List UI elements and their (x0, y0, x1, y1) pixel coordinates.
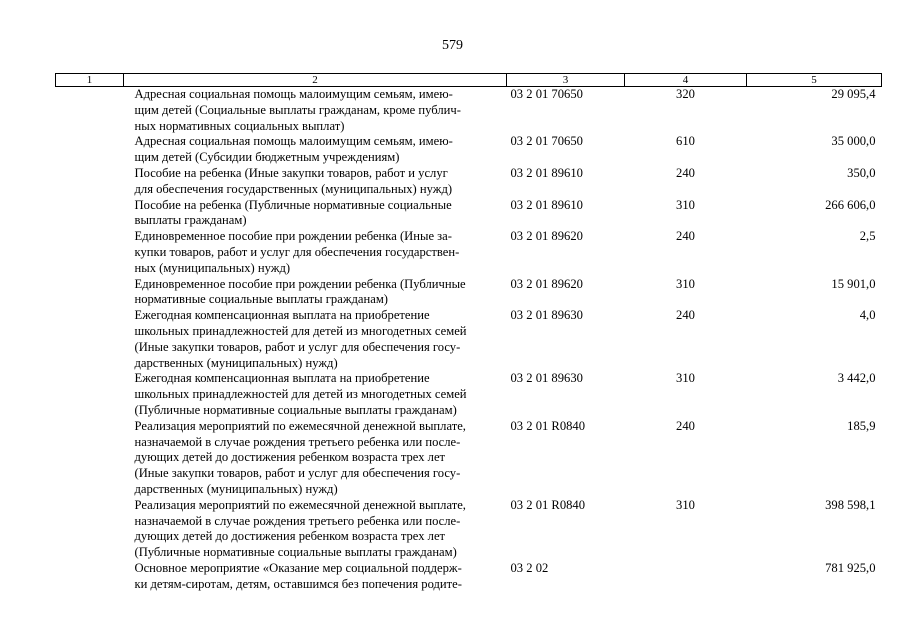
description-line: Пособие на ребенка (Публичные нормативные социальные (134, 197, 452, 212)
column-header-1: 1 (56, 74, 124, 87)
row-empty-cell (56, 277, 124, 309)
row-code: 03 2 01 89620 (510, 276, 583, 291)
description-line: дующих детей до достижения ребенком возраста трех лет (134, 529, 446, 544)
row-amount: 185,9 (847, 418, 876, 433)
row-amount: 266 606,0 (825, 197, 876, 212)
description-line: Реализация мероприятий по ежемесячной денежной выплате, (134, 418, 466, 433)
row-expense-type: 310 (676, 497, 695, 512)
row-amount: 35 000,0 (831, 134, 876, 149)
row-description (124, 229, 507, 276)
row-amount: 398 598,1 (825, 497, 876, 512)
row-code: 03 2 02 (510, 560, 549, 575)
row-amount: 2,5 (859, 229, 876, 244)
row-description (124, 166, 507, 198)
description-line: школьных принадлежностей для детей из многодетных семей (134, 323, 467, 338)
row-empty-cell (56, 198, 124, 230)
row-expense-type: 610 (676, 134, 695, 149)
row-expense-type: 320 (676, 87, 695, 101)
table-row (56, 87, 882, 135)
description-line: Ежегодная компенсационная выплата на приобретение (134, 308, 430, 323)
description-line: (Публичные нормативные социальные выплаты гражданам) (134, 545, 457, 560)
table-row (56, 166, 882, 198)
description-line: Основное мероприятие «Оказание мер социальной поддерж- (134, 560, 462, 575)
row-code: 03 2 01 89610 (510, 197, 583, 212)
description-line: нормативные социальные выплаты гражданам) (134, 292, 389, 307)
description-line: назначаемой в случае рождения третьего ребенка или после- (134, 434, 461, 449)
budget-table (55, 73, 882, 593)
row-empty-cell (56, 371, 124, 418)
description-line: выплаты гражданам) (134, 213, 247, 228)
description-line: (Иные закупки товаров, работ и услуг для обеспечения госу- (134, 466, 461, 481)
row-empty-cell (56, 166, 124, 198)
column-header-2: 2 (124, 74, 507, 87)
description-line: дарственных (муниципальных) нужд) (134, 355, 338, 370)
row-amount: 15 901,0 (831, 276, 876, 291)
description-line: Единовременное пособие при рождении ребенка (Публичные (134, 276, 466, 291)
row-expense-type (625, 561, 747, 593)
description-line: (Публичные нормативные социальные выплаты гражданам) (134, 402, 457, 417)
row-expense-type: 310 (676, 276, 695, 291)
row-empty-cell (56, 419, 124, 498)
table-row (56, 498, 882, 561)
row-code: 03 2 01 89630 (510, 371, 583, 386)
row-empty-cell (56, 134, 124, 166)
row-amount: 4,0 (859, 308, 876, 323)
row-description (124, 419, 507, 498)
description-line: Ежегодная компенсационная выплата на приобретение (134, 371, 430, 386)
table-row (56, 229, 882, 276)
table-row (56, 198, 882, 230)
description-line: купки товаров, работ и услуг для обеспечения государствен- (134, 244, 460, 259)
row-code: 03 2 01 70650 (510, 87, 583, 101)
description-line: Адресная социальная помощь малоимущим семьям, имею- (134, 87, 453, 101)
row-code: 03 2 01 89630 (510, 308, 583, 323)
description-line: Единовременное пособие при рождении ребенка (Иные за- (134, 229, 452, 244)
table-row (56, 561, 882, 593)
description-line: дующих детей до достижения ребенком возраста трех лет (134, 450, 446, 465)
table-row (56, 134, 882, 166)
column-header-4: 4 (625, 74, 747, 87)
row-description (124, 87, 507, 135)
description-line: Реализация мероприятий по ежемесячной денежной выплате, (134, 497, 466, 512)
row-description (124, 198, 507, 230)
column-header-5: 5 (747, 74, 882, 87)
row-expense-type: 240 (676, 165, 695, 180)
row-empty-cell (56, 561, 124, 593)
description-line: ки детям-сиротам, детям, оставшимся без попечения родите- (134, 576, 462, 591)
row-code: 03 2 01 R0840 (510, 418, 586, 433)
description-line: дарственных (муниципальных) нужд) (134, 481, 338, 496)
description-line: для обеспечения государственных (муниципальных) нужд) (134, 181, 453, 196)
description-line: школьных принадлежностей для детей из многодетных семей (134, 387, 467, 402)
row-expense-type: 240 (676, 308, 695, 323)
table-row (56, 419, 882, 498)
row-code: 03 2 01 70650 (510, 134, 583, 149)
table-body (56, 87, 882, 593)
description-line: ных нормативных социальных выплат) (134, 118, 345, 133)
row-expense-type: 310 (676, 197, 695, 212)
table-row (56, 371, 882, 418)
table-row (56, 308, 882, 371)
row-code: 03 2 01 R0840 (510, 497, 586, 512)
row-description (124, 561, 507, 593)
column-header-3: 3 (507, 74, 625, 87)
description-line: ных (муниципальных) нужд) (134, 260, 291, 275)
header-row (56, 74, 882, 87)
row-amount: 3 442,0 (837, 371, 876, 386)
row-description (124, 498, 507, 561)
row-empty-cell (56, 87, 124, 135)
description-line: Пособие на ребенка (Иные закупки товаров, работ и услуг (134, 165, 448, 180)
row-amount: 781 925,0 (825, 560, 876, 575)
description-line: щим детей (Субсидии бюджетным учреждениям) (134, 150, 400, 165)
row-expense-type: 240 (676, 418, 695, 433)
row-code: 03 2 01 89620 (510, 229, 583, 244)
row-amount: 29 095,4 (831, 87, 876, 101)
row-empty-cell (56, 498, 124, 561)
row-code: 03 2 01 89610 (510, 165, 583, 180)
row-expense-type: 310 (676, 371, 695, 386)
table-row (56, 277, 882, 309)
description-line: Адресная социальная помощь малоимущим семьям, имею- (134, 134, 453, 149)
row-empty-cell (56, 308, 124, 371)
description-line: щим детей (Социальные выплаты гражданам, кроме публич- (134, 102, 461, 117)
row-empty-cell (56, 229, 124, 276)
description-line: (Иные закупки товаров, работ и услуг для обеспечения госу- (134, 339, 461, 354)
row-description (124, 308, 507, 371)
description-line: назначаемой в случае рождения третьего ребенка или после- (134, 513, 461, 528)
row-description (124, 134, 507, 166)
page-number: 579 (442, 38, 463, 53)
row-description (124, 277, 507, 309)
row-description (124, 371, 507, 418)
row-amount: 350,0 (847, 165, 876, 180)
row-expense-type: 240 (676, 229, 695, 244)
